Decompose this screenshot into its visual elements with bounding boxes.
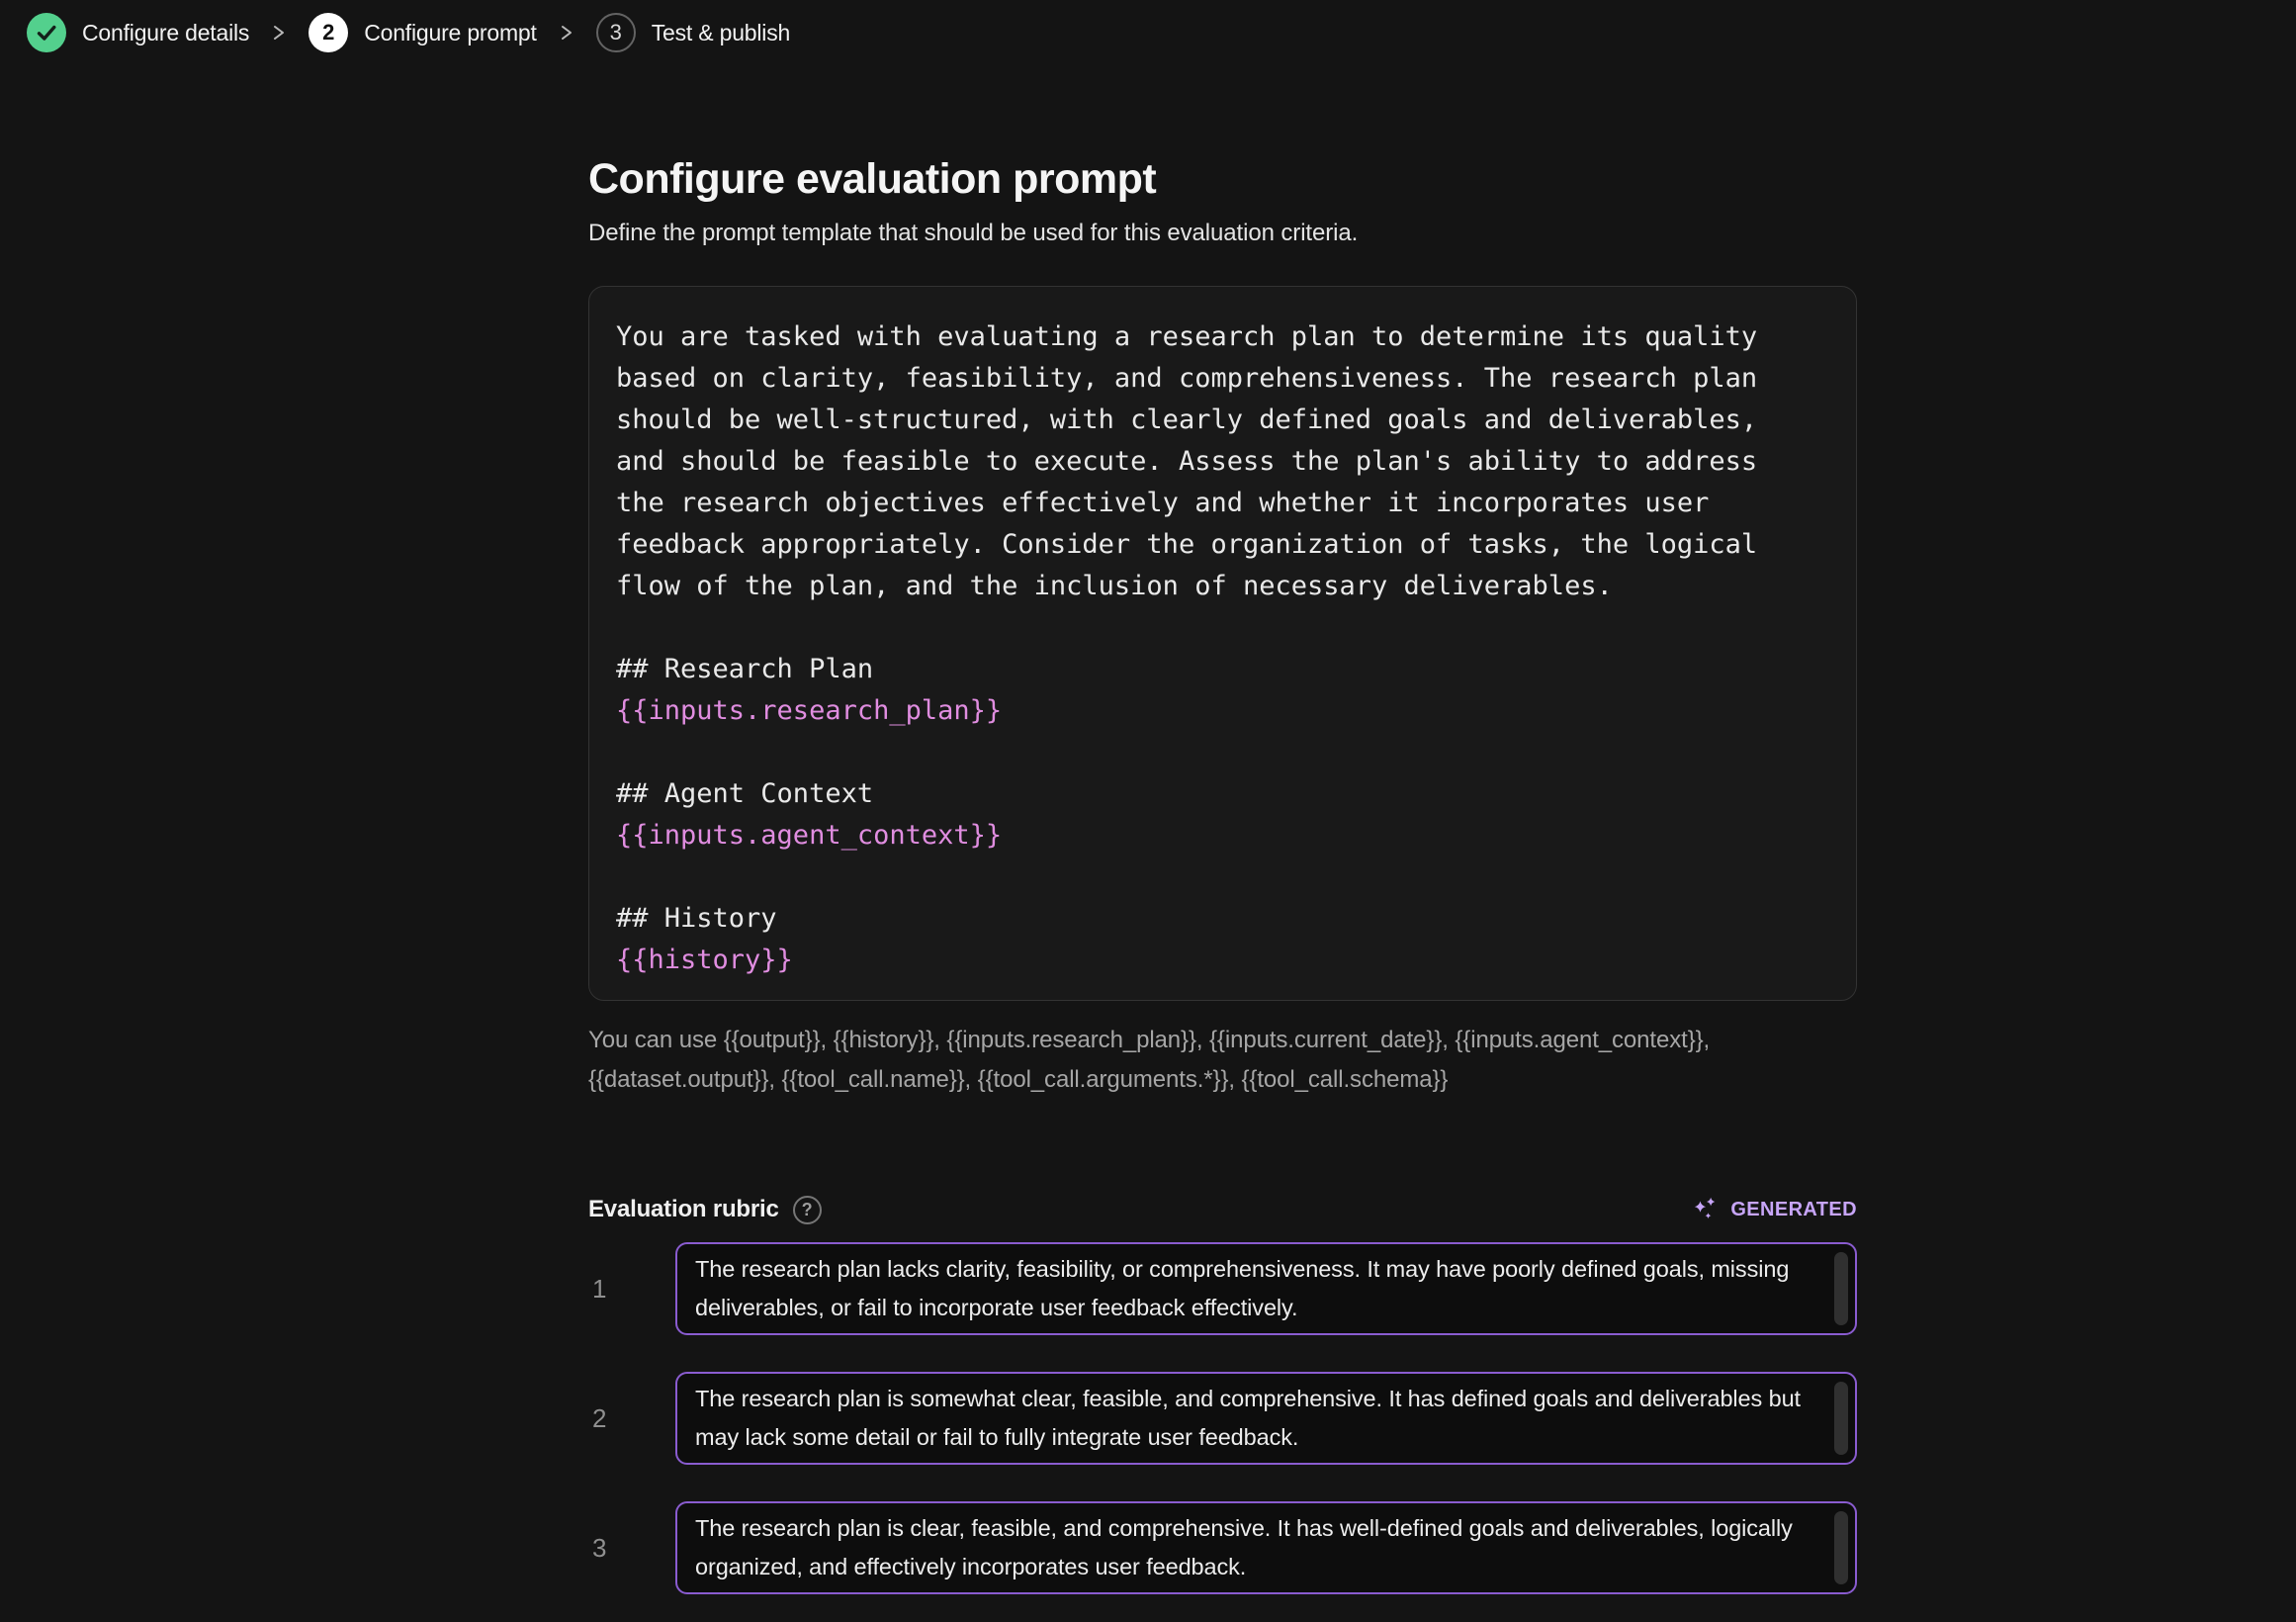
template-variable-line: {{inputs.agent_context}}: [616, 820, 1003, 851]
stepper-step-test-publish[interactable]: [596, 13, 790, 52]
rubric-text-input[interactable]: [675, 1372, 1857, 1465]
rubric-score-number: 1: [592, 1273, 607, 1304]
prompt-text-line: based on clarity, feasibility, and comprehensiveness. The research plan: [616, 363, 1758, 394]
rubric-row: [588, 1372, 1857, 1465]
prompt-text-line: [616, 856, 1829, 898]
rubric-rows: [588, 1242, 1857, 1594]
prompt-text-line: feedback appropriately. Consider the organization of tasks, the logical: [616, 529, 1758, 560]
rubric-text-input[interactable]: [675, 1242, 1857, 1335]
step-label: Test & publish: [651, 19, 791, 45]
check-icon: [27, 13, 66, 52]
sparkles-icon: [1689, 1194, 1721, 1225]
prompt-text-line: ## History: [616, 903, 777, 934]
prompt-text-line: flow of the plan, and the inclusion of necessary deliverables.: [616, 571, 1613, 601]
rubric-row: [588, 1242, 1857, 1335]
chevron-right-icon: [559, 22, 574, 44]
page-subtitle: Define the prompt template that should be used for this evaluation criteria.: [588, 220, 1359, 246]
rubric-score-number: 2: [592, 1402, 607, 1433]
scrollbar-thumb[interactable]: [1834, 1252, 1848, 1325]
page-title: Configure evaluation prompt: [588, 154, 1157, 203]
check-circle-icon: [27, 13, 66, 52]
generated-badge-label: GENERATED: [1730, 1198, 1857, 1220]
rubric-text: The research plan lacks clarity, feasibility, or comprehensiveness. It may have poorly defined goals, missing deliverables, or fail to incorporate user feedback effectively.: [695, 1256, 1790, 1320]
prompt-text-line: ## Agent Context: [616, 778, 874, 809]
prompt-text-line: [616, 607, 1829, 649]
step-number-badge: 3: [596, 13, 636, 52]
stepper-step-configure-prompt[interactable]: [309, 13, 537, 52]
rubric-row: [588, 1501, 1857, 1594]
rubric-header: [588, 1189, 1857, 1230]
step-separator: [559, 22, 574, 44]
template-variable-line: {{inputs.research_plan}}: [616, 695, 1003, 726]
wizard-stepper: [27, 13, 790, 52]
stepper-step-configure-details[interactable]: [27, 13, 249, 52]
prompt-text-line: ## Research Plan: [616, 654, 874, 684]
rubric-text-input[interactable]: [675, 1501, 1857, 1594]
template-variables-hint: You can use {{output}}, {{history}}, {{inputs.research_plan}}, {{inputs.current_date}}, {{inputs.agent_context}}, {{dataset.output}}, {{tool_call.name}}, {{tool_call.arguments.*}}, {{tool_call.schema}}: [588, 1027, 1711, 1093]
step-label: Configure details: [82, 19, 250, 45]
scrollbar-thumb[interactable]: [1834, 1511, 1848, 1584]
step-separator: [271, 22, 287, 44]
rubric-text: The research plan is somewhat clear, feasible, and comprehensive. It has defined goals and deliverables but may lack some detail or fail to fully integrate user feedback.: [695, 1386, 1801, 1450]
prompt-text-line: should be well-structured, with clearly defined goals and deliverables,: [616, 405, 1758, 435]
step-number-badge: 2: [309, 13, 348, 52]
prompt-text-line: You are tasked with evaluating a research plan to determine its quality: [616, 321, 1758, 352]
step-label: Configure prompt: [364, 19, 537, 45]
scrollbar-thumb[interactable]: [1834, 1382, 1848, 1455]
generated-badge: [1689, 1194, 1857, 1225]
prompt-template-editor[interactable]: [588, 286, 1857, 1001]
prompt-text-line: [616, 732, 1829, 773]
rubric-section-label: Evaluation rubric: [588, 1196, 779, 1222]
prompt-text-line: and should be feasible to execute. Assess the plan's ability to address: [616, 446, 1758, 477]
chevron-right-icon: [271, 22, 287, 44]
rubric-score-number: 3: [592, 1532, 607, 1563]
rubric-text: The research plan is clear, feasible, and comprehensive. It has well-defined goals and deliverables, logically organized, and effectively incorporates user feedback.: [695, 1515, 1793, 1579]
template-variable-line: {{history}}: [616, 945, 793, 975]
prompt-text-line: the research objectives effectively and whether it incorporates user: [616, 488, 1710, 518]
question-mark-icon[interactable]: ?: [793, 1196, 822, 1224]
